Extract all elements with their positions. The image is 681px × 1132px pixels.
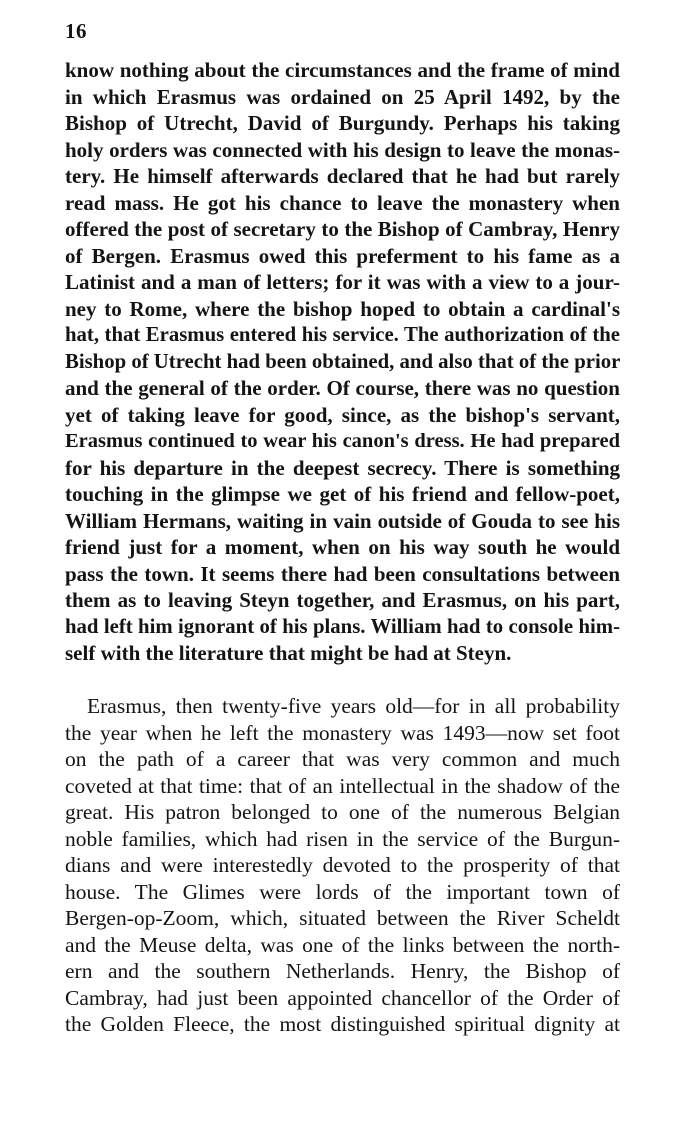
text-line: Erasmus continued to wear his canon's dress. He had prepared <box>65 430 620 452</box>
text-line: noble families, which had risen in the service of the Burgun- <box>65 826 620 851</box>
text-line: William Hermans, waiting in vain outside of Gouda to see his <box>65 508 620 533</box>
text-line: hat, that Erasmus entered his service. The authorization of the <box>65 324 620 346</box>
text-line: self with the literature that might be had at Steyn. <box>65 641 512 665</box>
text-line: coveted at that time: that of an intellectual in the shadow of the <box>65 773 620 798</box>
text-line: for his departure in the deepest secrecy. There is something <box>65 455 620 480</box>
text-line: and the Meuse delta, was one of the links between the north- <box>65 932 620 957</box>
text-line: them as to leaving Steyn together, and Erasmus, on his part, <box>65 588 620 612</box>
text-line: tery. He himself afterwards declared that he had but rarely <box>65 164 620 188</box>
text-line: holy orders was connected with his design to leave the monas- <box>65 137 620 162</box>
text-line: Bergen-op-Zoom, which, situated between the River Scheldt <box>65 906 620 930</box>
text-line: ney to Rome, where the bishop hoped to obtain a cardinal's <box>65 296 620 321</box>
paragraph-1 <box>65 57 620 667</box>
paragraph-2 <box>65 693 620 1038</box>
text-line: Latinist and a man of letters; for it was with a view to a jour- <box>65 270 620 294</box>
text-line: touching in the glimpse we get of his friend and fellow-poet, <box>65 482 620 506</box>
text-line: had left him ignorant of his plans. William had to console him- <box>65 615 620 638</box>
text-line: house. The Glimes were lords of the important town of <box>65 879 620 904</box>
text-line: Bishop of Utrecht had been obtained, and also that of the prior <box>65 350 621 373</box>
text-line: pass the town. It seems there had been consultations between <box>65 561 620 586</box>
text-line: Bishop of Utrecht, David of Burgundy. Perhaps his taking <box>65 111 620 135</box>
text-line: great. His patron belonged to one of the numerous Belgian <box>65 800 620 824</box>
text-line: the Golden Fleece, the most distinguished spiritual dignity at <box>65 1012 620 1036</box>
text-line: the year when he left the monastery was 1493—now set foot <box>65 720 620 745</box>
text-line: read mass. He got his chance to leave the monastery when <box>65 190 620 215</box>
page-number: 16 <box>65 19 87 43</box>
text-line: Cambray, had just been appointed chancellor of the Order of <box>65 985 620 1010</box>
text-line: ern and the southern Netherlands. Henry, the Bishop of <box>65 959 620 983</box>
text-line: of Bergen. Erasmus owed this preferment to his fame as a <box>65 243 620 268</box>
text-line: know nothing about the circumstances and the frame of mind <box>65 58 620 82</box>
text-line: Erasmus, then twenty-five years old—for in all probability <box>87 694 620 718</box>
text-line: on the path of a career that was very common and much <box>65 747 620 771</box>
text-line: dians and were interestedly devoted to the prosperity of that <box>65 853 620 877</box>
text-line: in which Erasmus was ordained on 25 April 1492, by the <box>65 84 620 109</box>
text-line: friend just for a moment, when on his way south he would <box>65 535 620 559</box>
text-line: and the general of the order. Of course, there was no question <box>65 376 620 400</box>
text-line: offered the post of secretary to the Bishop of Cambray, Henry <box>65 217 620 241</box>
text-line: yet of taking leave for good, since, as the bishop's servant, <box>65 402 620 427</box>
